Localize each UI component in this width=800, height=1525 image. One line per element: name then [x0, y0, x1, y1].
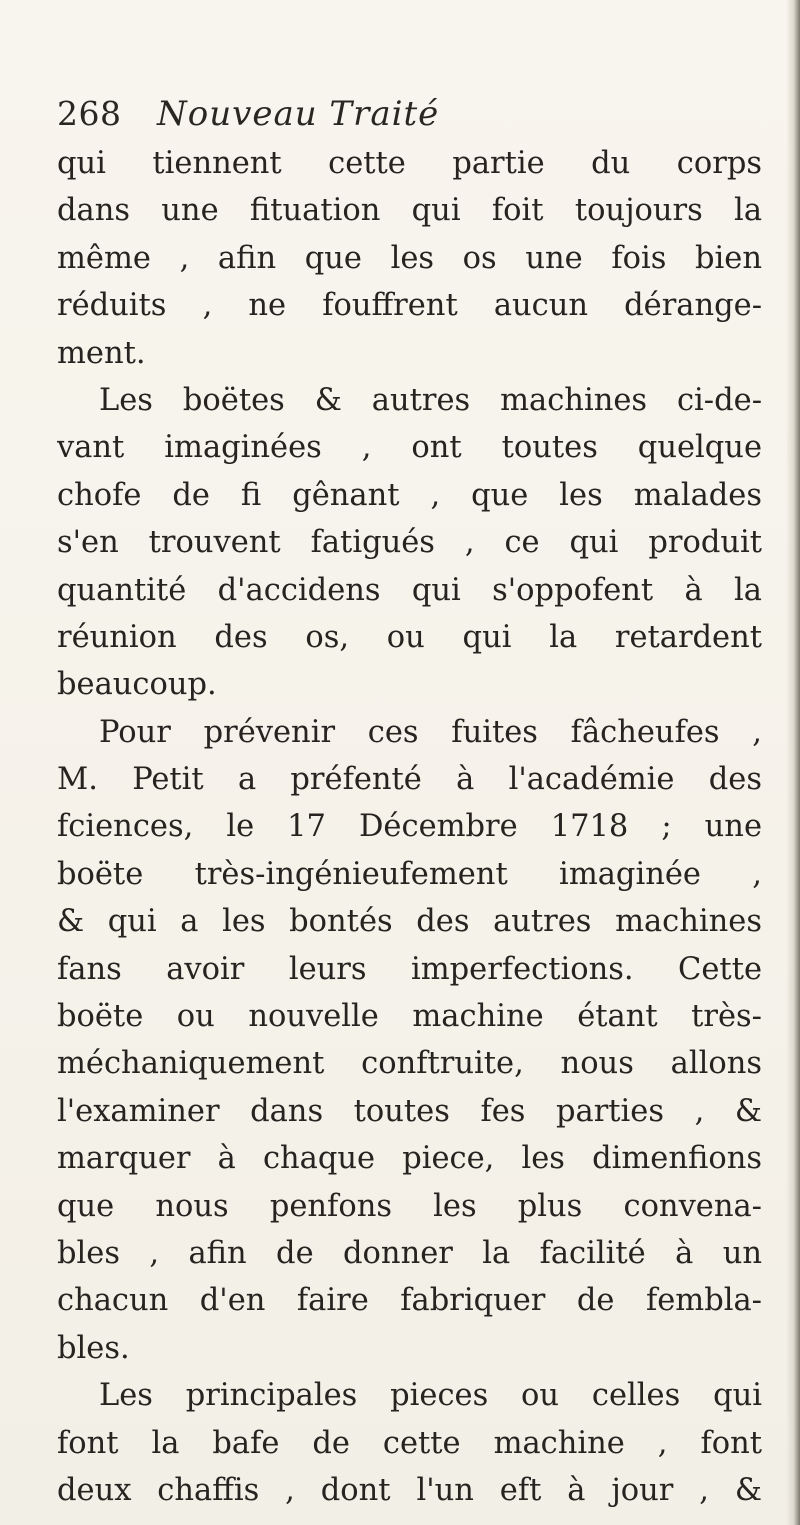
text-line: Pour prévenir ces fuites fâcheufes ,	[99, 714, 762, 750]
text-line: dans une fituation qui foit toujours la	[57, 193, 762, 229]
text-line: & qui a les bontés des autres machines	[57, 904, 762, 940]
text-line: deux chaffis , dont l'un eft à jour , &	[57, 1472, 762, 1508]
text-line: boëte ou nouvelle machine étant très-	[57, 999, 762, 1035]
text-line: chofe de fi gênant , que les malades	[57, 477, 762, 513]
page-edge-shadow	[786, 0, 800, 1525]
running-title: Nouveau Traité	[157, 94, 440, 134]
text-line: M. Petit a préfenté à l'académie des	[57, 762, 762, 798]
text-line: vant imaginées , ont toutes quelque	[57, 430, 762, 466]
text-line: méchaniquement conftruite, nous allons	[57, 1046, 762, 1082]
text-line: beaucoup.	[57, 667, 217, 703]
text-line: qui tiennent cette partie du corps	[57, 146, 762, 181]
text-line: bles , afin de donner la facilité à un	[57, 1235, 762, 1271]
page-number: 268	[57, 94, 122, 133]
body-text	[57, 140, 762, 1514]
text-line: que nous penfons les plus convena-	[57, 1188, 762, 1224]
text-line: Les boëtes & autres machines ci-de-	[99, 382, 762, 418]
text-line: même , afin que les os une fois bien	[57, 240, 762, 276]
page-header	[57, 92, 697, 136]
text-line: réduits , ne fouffrent aucun dérange-	[57, 288, 762, 324]
text-line: font la bafe de cette machine , font	[57, 1425, 762, 1461]
text-line: marquer à chaque piece, les dimenfions	[57, 1141, 762, 1177]
text-line: s'en trouvent fatigués , ce qui produit	[57, 525, 762, 561]
text-line: chacun d'en faire fabriquer de fembla-	[57, 1283, 762, 1319]
text-line: fans avoir leurs imperfections. Cette	[57, 951, 762, 987]
text-line: quantité d'accidens qui s'oppofent à la	[57, 572, 762, 608]
text-line: réunion des os, ou qui la retardent	[57, 619, 762, 655]
text-line: bles.	[57, 1330, 130, 1366]
text-line: ment.	[57, 335, 146, 371]
text-line: boëte très-ingénieufement imaginée ,	[57, 856, 762, 892]
text-line: fciences, le 17 Décembre 1718 ; une	[57, 809, 762, 845]
text-line: l'examiner dans toutes fes parties , &	[57, 1093, 762, 1129]
text-line: Les principales pieces ou celles qui	[99, 1378, 762, 1414]
